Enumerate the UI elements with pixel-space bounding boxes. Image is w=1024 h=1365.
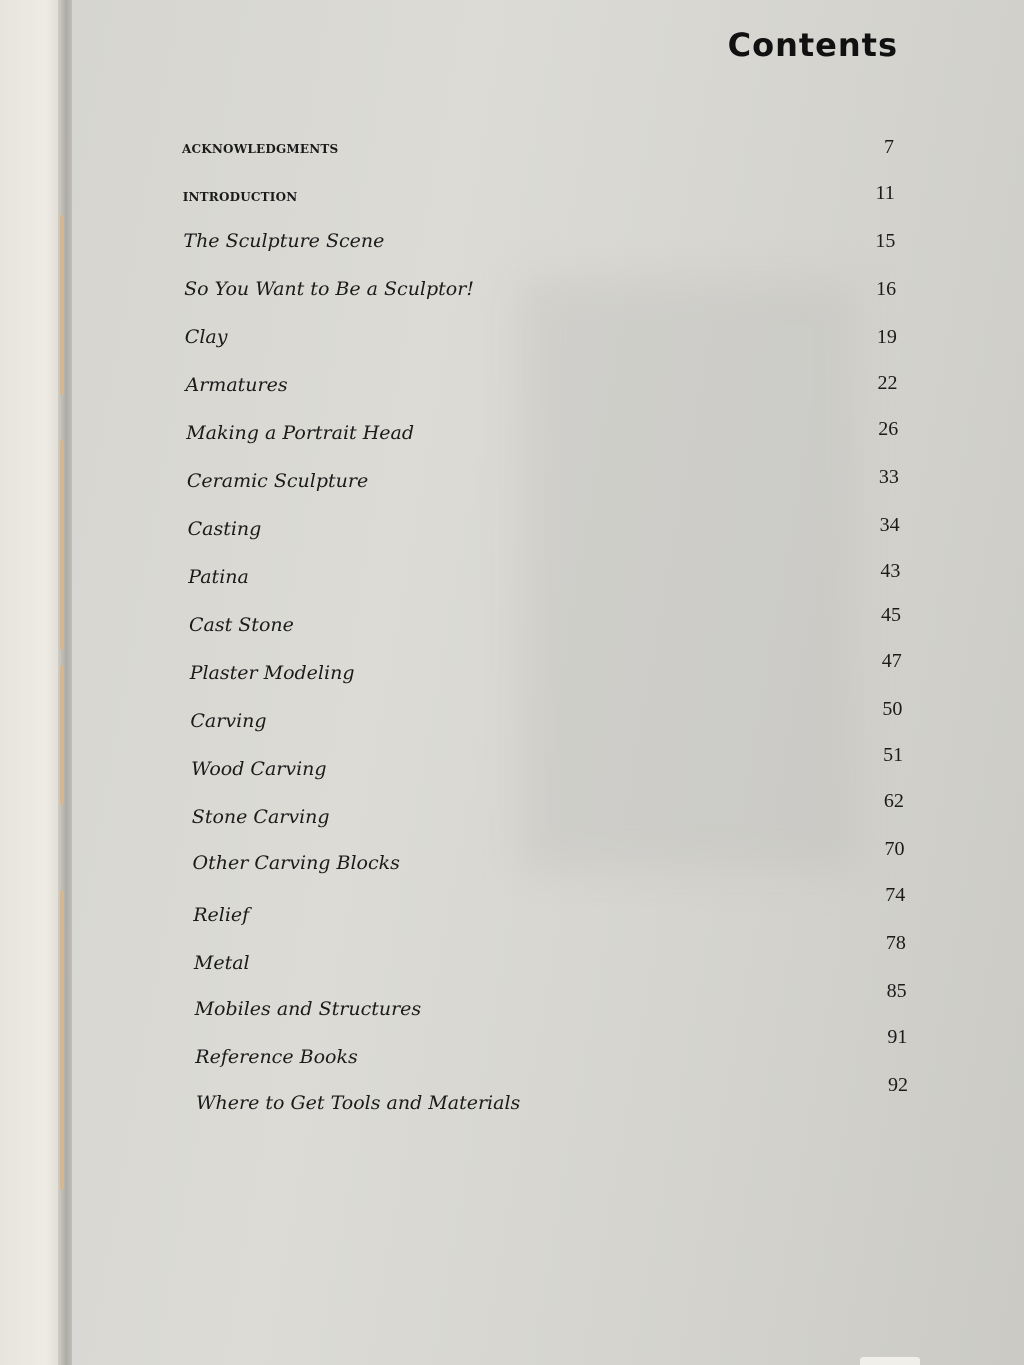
toc-entry-title: Making a Portrait Head (186, 422, 415, 444)
toc-entry-title: Patina (188, 566, 249, 588)
page-corner-scrap (860, 1357, 920, 1365)
toc-entry-page: 92 (888, 1074, 908, 1096)
toc-entry-page: 43 (880, 560, 901, 582)
toc-entry-page: 7 (884, 136, 894, 158)
toc-entry-page: 19 (876, 326, 897, 348)
toc-entry-page: 70 (884, 838, 905, 860)
toc-entry-page: 74 (885, 884, 906, 906)
toc-entry-page: 33 (878, 466, 899, 488)
toc-entry-title: Plaster Modeling (189, 662, 355, 684)
toc-entry-page: 85 (886, 980, 907, 1002)
toc-entry-page: 26 (878, 418, 899, 440)
toc-entry-title: Metal (193, 952, 250, 974)
toc-entry-page: 91 (887, 1026, 908, 1048)
toc-entry-page: 22 (877, 372, 898, 394)
toc-entry-title: Clay (184, 326, 228, 348)
toc-entry-title: Where to Get Tools and Materials (196, 1092, 521, 1114)
toc-entry-title: ACKNOWLEDGMENTS (182, 142, 339, 156)
toc-entry-title: Reference Books (195, 1046, 358, 1068)
toc-entry-title: Ceramic Sculpture (186, 470, 369, 492)
toc-entry-title: INTRODUCTION (182, 190, 298, 204)
toc-entry-page: 16 (876, 278, 897, 300)
toc-entry-page: 50 (882, 698, 903, 720)
toc-entry-title: Carving (190, 710, 267, 732)
toc-entry-title: Other Carving Blocks (192, 852, 400, 874)
toc-entry-title: Casting (187, 518, 262, 540)
toc-entry-title: So You Want to Be a Sculptor! (184, 278, 474, 300)
toc-entry-page: 62 (883, 790, 904, 812)
toc-entry-page: 51 (883, 744, 904, 766)
toc-entry-title: Cast Stone (189, 614, 294, 636)
toc-entry-title: Relief (193, 904, 250, 926)
toc-entry-page: 78 (885, 932, 906, 954)
toc-entry-page: 11 (875, 182, 895, 204)
toc-entry-title: Stone Carving (191, 806, 330, 828)
toc-entry-page: 45 (881, 604, 901, 626)
page-title: Contents (727, 26, 898, 64)
toc-entry-title: Wood Carving (191, 758, 327, 780)
toc-entry-page: 34 (879, 514, 900, 536)
toc-entry-page: 47 (881, 650, 902, 672)
toc-entry-title: Mobiles and Structures (194, 998, 422, 1020)
toc-entry-title: The Sculpture Scene (183, 230, 385, 252)
toc-entry-page: 15 (875, 230, 896, 252)
toc-entry-title: Armatures (185, 374, 288, 396)
